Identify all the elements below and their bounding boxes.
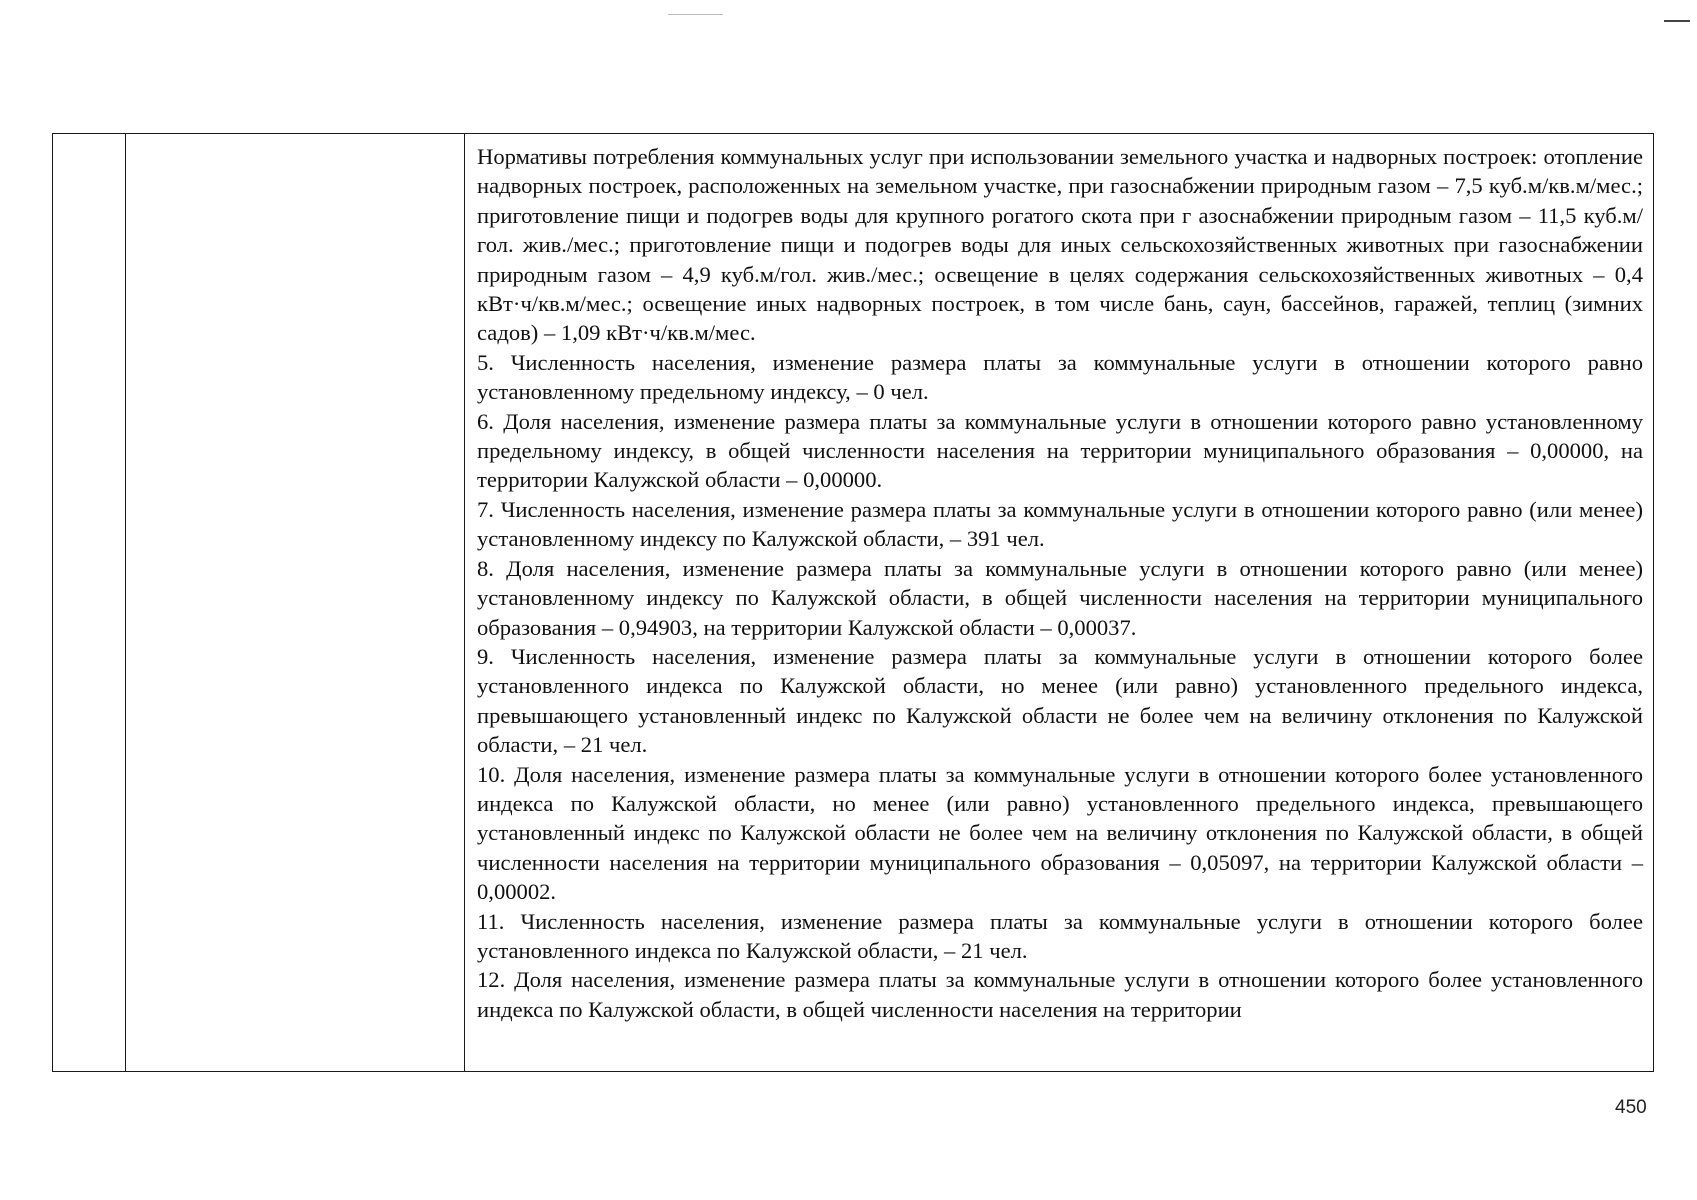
list-item: 6. Доля населения, изменение размера платы за коммунальные услуги в отношении которого равно установленному предельному индексу, в общей численности населения на территории муниципального образования – 0,00000, на территории Калужской области – 0,00000. [477,408,1643,493]
document-table [52,133,1654,1072]
table-cell-number [53,134,126,1072]
list-item: 11. Численность населения, изменение размера платы за коммунальные услуги в отношении которого более установленного индекса по Калужской области, – 21 чел. [477,908,1643,963]
scan-artifact-corner [1664,20,1690,22]
table-row [53,134,1654,1072]
list-item: 12. Доля населения, изменение размера платы за коммунальные услуги в отношении которого более установленного индекса по Калужской области, в общей численности населения на территории [477,967,1643,1022]
intro-paragraph: Нормативы потребления коммунальных услуг при использовании земельного участка и надворных построек: отопление надворных построек, расположенных на земельном участке, при газоснабжении природным газом – 7,5 куб.м/кв.м/мес.; приготовление пищи и подогрев воды для крупного рогатого скота при г азоснабжении природным газом – 11,5 куб.м/гол. жив./мес.; приготовление пищи и подогрев воды для иных сельскохозяйственных животных при газоснабжении природным газом – 4,9 куб.м/гол. жив./мес.; освещение в целях содержания сельскохозяйственных животных – 0,4 кВт·ч/кв.м/мес.; освещение иных надворных построек, в том числе бань, саун, бассейнов, гаражей, теплиц (зимних садов) – 1,09 кВт·ч/кв.м/мес. [477,144,1643,346]
scan-artifact-line [668,14,723,15]
list-item: 8. Доля населения, изменение размера платы за коммунальные услуги в отношении которого равно (или менее) установленному индексу по Калужской области, в общей численности населения на территории муниципального образования – 0,94903, на территории Калужской области – 0,00037. [477,555,1643,640]
cell-text-block [465,134,1653,1024]
list-item: 5. Численность населения, изменение размера платы за коммунальные услуги в отношении которого равно установленному предельному индексу, – 0 чел. [477,349,1643,405]
page-number: 450 [1615,1097,1647,1118]
list-item: 9. Численность населения, изменение размера платы за коммунальные услуги в отношении которого более установленного индекса по Калужской области, но менее (или равно) установленного предельного индекса, превышающего установленный индекс по Калужской области не более чем на величину отклонения по Калужской области, – 21 чел. [477,643,1643,758]
table-cell-name [126,134,465,1072]
list-item: 7. Численность населения, изменение размера платы за коммунальные услуги в отношении которого равно (или менее) установленному индексу по Калужской области, – 391 чел. [477,496,1643,552]
list-item: 10. Доля населения, изменение размера платы за коммунальные услуги в отношении которого более установленного индекса по Калужской области, но менее (или равно) установленного предельного индекса, превышающего установленный индекс по Калужской области не более чем на величину отклонения по Калужской области, в общей численности населения на территории муниципального образования – 0,05097, на территории Калужской области – 0,00002. [477,761,1643,905]
table-cell-content [465,134,1654,1072]
